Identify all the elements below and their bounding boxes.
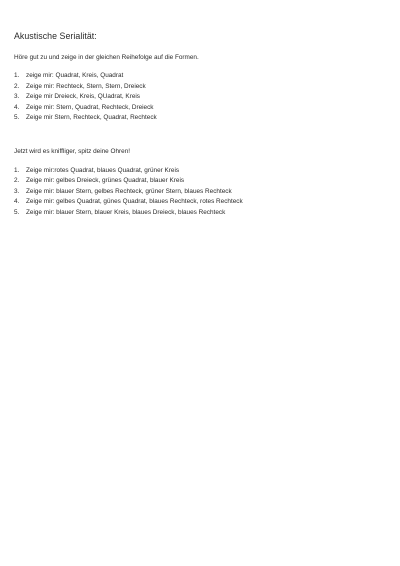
item-text: Zeige mir: Rechteck, Stern, Stern, Dreieck (26, 82, 146, 90)
item-number: 1. (14, 166, 20, 174)
section-1-instruction: Höre gut zu und zeige in der gleichen Reihefolge auf die Formen. (14, 54, 199, 61)
item-number: 5. (14, 114, 20, 121)
section-1-list (14, 71, 400, 124)
item-number: 2. (14, 82, 20, 90)
list-item (14, 208, 400, 219)
item-text: Zeige mir: gelbes Dreieck, grünes Quadrat, blauer Kreis (26, 177, 185, 184)
list-item (14, 197, 400, 208)
item-text: Zeige mir: blauer Stern, gelbes Rechteck, grüner Stern, blaues Rechteck (26, 187, 232, 195)
item-text: Zeige mir Dreieck, Kreis, QUadrat, Kreis (26, 93, 140, 100)
list-item (14, 187, 400, 198)
list-item (14, 166, 400, 177)
list-item (14, 113, 400, 124)
item-text: Zeige mir:rotes Quadrat, blaues Quadrat, grüner Kreis (26, 166, 180, 174)
item-number: 3. (14, 187, 20, 195)
list-item (14, 103, 400, 114)
item-text: Zeige mir: gelbes Quadrat, günes Quadrat, blaues Rechteck, rotes Rechteck (26, 198, 243, 205)
item-text: Zeige mir: blauer Stern, blauer Kreis, blaues Dreieck, blaues Rechteck (26, 208, 226, 216)
item-number: 1. (14, 72, 20, 79)
item-text: Zeige mir: Stern, Quadrat, Rechteck, Dreieck (26, 103, 154, 111)
list-item (14, 176, 400, 187)
page-title: Akustische Serialität: (14, 31, 97, 41)
item-number: 5. (14, 208, 20, 216)
item-number: 4. (14, 198, 20, 205)
section-2-list (14, 166, 400, 219)
item-number: 2. (14, 177, 20, 184)
item-number: 4. (14, 103, 20, 111)
list-item (14, 82, 400, 93)
list-item (14, 71, 400, 82)
item-text: zeige mir: Quadrat, Kreis, Quadrat (26, 72, 124, 79)
item-number: 3. (14, 93, 20, 100)
item-text: Zeige mir Stern, Rechteck, Quadrat, Rechteck (26, 114, 157, 121)
list-item (14, 92, 400, 103)
section-2-instruction: Jetzt wird es kniffliger, spitz deine Ohren! (14, 147, 131, 155)
